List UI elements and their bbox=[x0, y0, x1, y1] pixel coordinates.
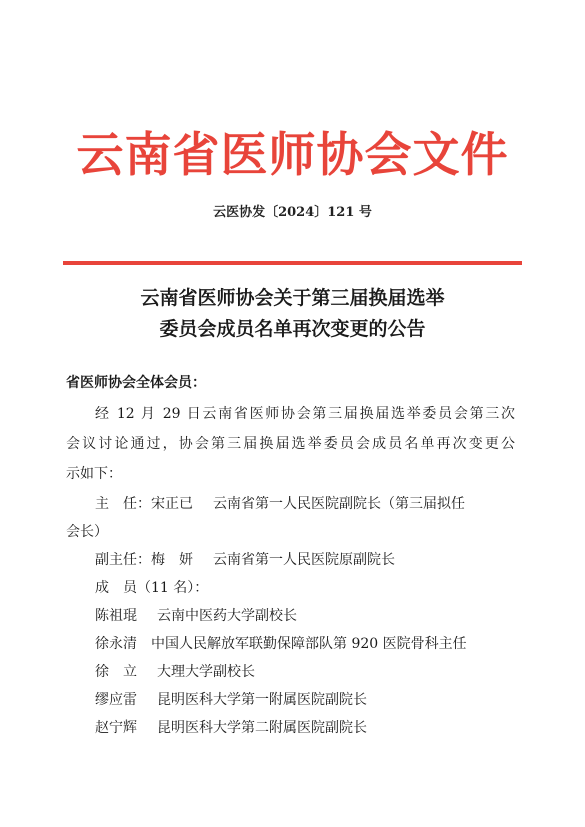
deputy-role: 副主任： bbox=[95, 552, 151, 568]
member-title: 大理大学副校长 bbox=[157, 664, 255, 680]
members-label: 成 员（11 名）： bbox=[95, 580, 209, 596]
member-row bbox=[95, 717, 367, 737]
member-name: 赵宁辉 bbox=[95, 720, 137, 736]
member-row bbox=[95, 689, 367, 709]
member-title: 昆明医科大学第二附属医院副院长 bbox=[157, 720, 367, 736]
head-title: 云南省第一人民医院副院长（第三届拟任 bbox=[213, 496, 465, 512]
member-title: 昆明医科大学第一附属医院副院长 bbox=[157, 692, 367, 708]
member-title: 云南中医药大学副校长 bbox=[157, 608, 297, 624]
committee-head-row bbox=[95, 493, 465, 513]
head-name: 宋正已 bbox=[151, 496, 193, 512]
masthead-title: 云南省医师协会文件 bbox=[76, 128, 509, 183]
member-name: 徐永清 bbox=[95, 636, 137, 652]
member-name: 徐 立 bbox=[95, 664, 137, 680]
member-row bbox=[95, 605, 297, 625]
body-paragraph-line2: 会议讨论通过，协会第三届换届选举委员会成员名单再次变更公 bbox=[66, 436, 515, 452]
member-name: 缪应雷 bbox=[95, 692, 137, 708]
head-title-continuation: 会长） bbox=[66, 524, 108, 540]
deputy-name: 梅 妍 bbox=[151, 552, 193, 568]
salutation: 省医师协会全体会员： bbox=[66, 375, 206, 391]
body-paragraph-line1: 经 12 月 29 日云南省医师协会第三届换届选举委员会第三次 bbox=[95, 406, 515, 422]
announcement-title-line1: 云南省医师协会关于第三届换届选举 bbox=[140, 287, 445, 309]
member-name: 陈祖琨 bbox=[95, 608, 137, 624]
member-row bbox=[95, 633, 467, 653]
head-role: 主 任： bbox=[95, 496, 151, 512]
committee-deputy-row bbox=[95, 549, 395, 569]
member-title: 中国人民解放军联勤保障部队第 920 医院骨科主任 bbox=[151, 636, 467, 652]
red-divider-rule bbox=[63, 261, 522, 265]
member-row bbox=[95, 661, 255, 681]
document-number: 云医协发〔2024〕121 号 bbox=[213, 205, 372, 220]
deputy-title: 云南省第一人民医院原副院长 bbox=[213, 552, 395, 568]
announcement-title-line2: 委员会成员名单再次变更的公告 bbox=[159, 318, 426, 340]
body-paragraph-line3: 示如下： bbox=[66, 466, 122, 482]
